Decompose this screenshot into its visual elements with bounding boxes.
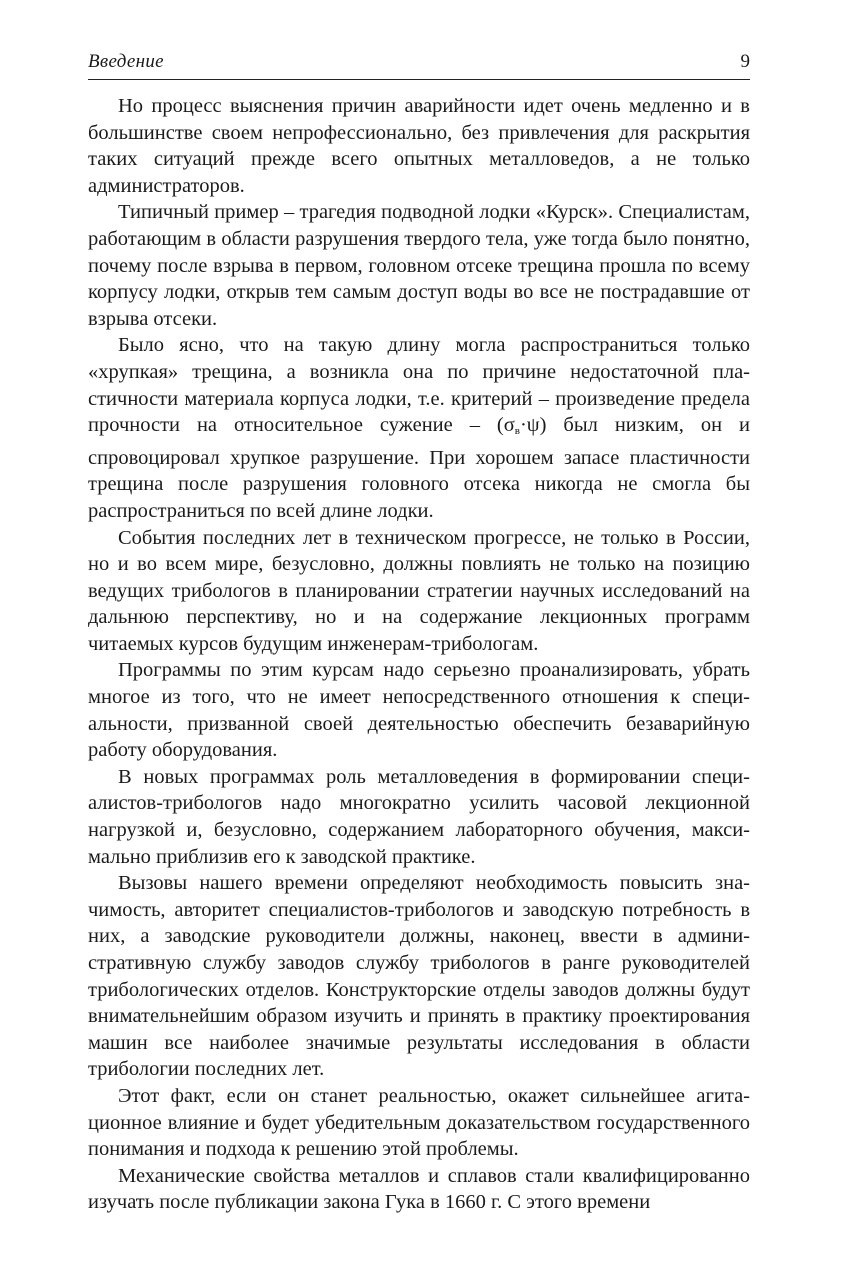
body-text — [88, 93, 750, 1216]
paragraph-6: В новых программах роль металловедения в формировании специалистов-трибологов надо многократно усилить часовой лекционной нагрузкой и, безусловно, содержанием лабораторного обучения, максимально приблизив его к заводской практике. — [88, 765, 750, 868]
paragraph-8: Этот факт, если он станет реальностью, окажет сильнейшее агитационное влияние и будет убедительным доказательством государственного понимания и подхода к решению этой проблемы. — [88, 1084, 750, 1161]
running-header — [88, 50, 750, 74]
paragraph-3 — [88, 332, 750, 524]
header-rule — [88, 79, 750, 80]
paragraph-1: Но процесс выяснения причин аварийности идет очень медленно и в большинстве своем непрофессионально, без привлечения для раскрытия таких ситуаций прежде всего опытных металловедов, а не только администраторов. — [88, 95, 750, 197]
paragraph-9: Механические свойства металлов и сплавов стали квалифицированно изучать после публикации закона Гука в 1660 г. С этого времени — [88, 1164, 750, 1214]
paragraph-2: Типичный пример – трагедия подводной лодки «Курск». Специалистам, работающим в области разрушения твердого тела, уже тогда было понятно, почему после взрыва в первом, головном отсеке трещина прошла по всему корпусу лодки, открыв тем самым доступ воды во все не пострадавшие от взрыва отсеки. — [88, 201, 750, 330]
page-number: 9 — [740, 51, 750, 72]
paragraph-3-text-before: Было ясно, что на такую длину могла распространиться только «хрупкая» трещина, а возникла она по причине недостаточной пластичности материала корпуса лодки, т.е. критерий – произведение предела прочности на относительное сужение – (σ — [88, 334, 750, 437]
paragraph-7: Вызовы нашего времени определяют необходимость повысить значимость, авторитет специалистов-трибологов и заводскую потребность в них, а заводские руководители должны, наконец, ввести в административную службу заводов службу трибологов в ранге руководителей трибологических отделов. Конструкторские отделы заводов должны будут внимательнейшим образом изучить и принять в практику проектирования машин все наиболее значимые результаты исследования в области трибологии последних лет. — [88, 872, 750, 1081]
paragraph-5: Программы по этим курсам надо серьезно проанализировать, убрать многое из того, что не имеет непосредственного отношения к специальности, призванной своей деятельностью обеспечить безаварийную работу оборудования. — [88, 659, 750, 762]
sigma-subscript: в — [514, 425, 520, 438]
section-title: Введение — [88, 51, 164, 72]
paragraph-3-text-after: ·ψ) был низким, он и спровоцировал хрупкое разрушение. При хорошем запасе пластичности трещина после разрушения головного отсека никогда не смогла бы распространиться по всей длине лодки. — [88, 414, 750, 522]
paragraph-4: События последних лет в техническом прогрессе, не только в России, но и во всем мире, безусловно, должны повлиять не только на позицию ведущих трибологов в планировании стратегии научных исследований на дальнюю перспективу, но и на содержание лекционных программ читаемых курсов будущим инженерам-трибологам. — [88, 526, 750, 655]
